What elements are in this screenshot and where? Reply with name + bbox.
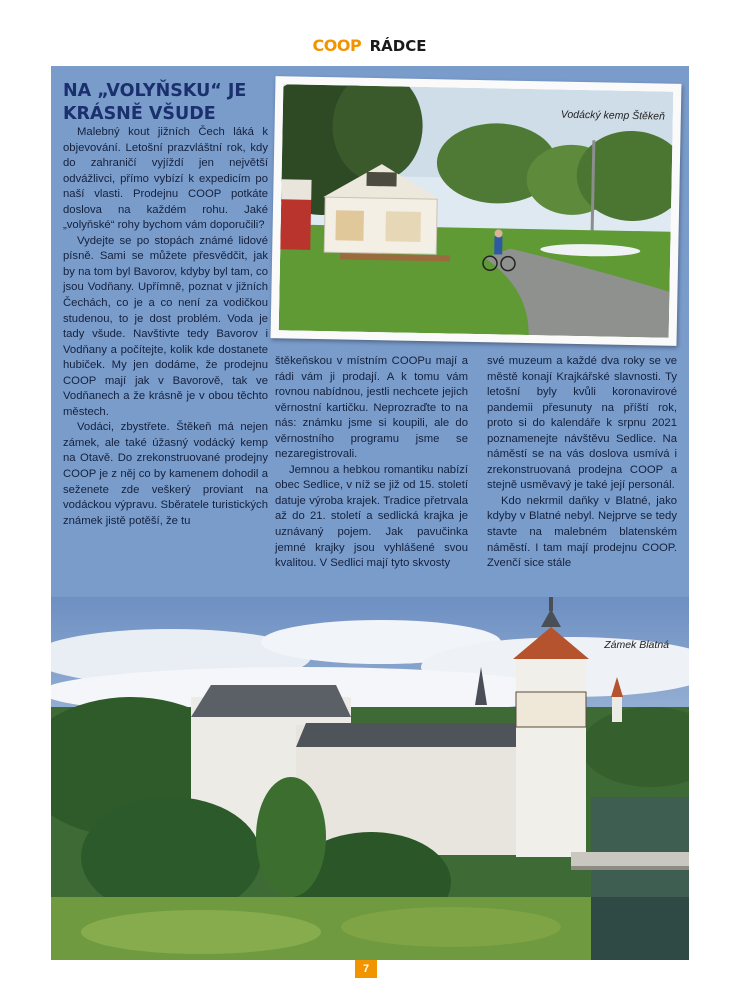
section-title: RÁDCE bbox=[369, 36, 427, 55]
camp-photo bbox=[279, 84, 674, 337]
paragraph: své muzeum a každé dva roky se ve městě konají Krajkářské slavnosti. Ty letošní byly kvůli koronavirové pandemii přesunuty na příští rok, proto si do kalendáře k srpnu 2021 poznamenejte návštěvu Sedlice. Na náměstí se na vás doslova usmívá i zrekonstruovaná prodejna COOP a stejně usměvavý je také její personál. bbox=[487, 355, 677, 492]
castle-photo bbox=[51, 597, 689, 960]
paragraph: Jemnou a hebkou romantiku nabízí obec Sedlice, v níž se již od 15. století datuje výroba krajek. Tradice přetrvala až do 21. století a sedlická krajka je uznávaný pojem. Jak pavučinka jemné krajky jsou vyhlášené svou kvalitou. V Sedlici mají tyto skvosty bbox=[275, 463, 468, 570]
camp-photo-illustration bbox=[279, 84, 674, 337]
castle-photo-illustration bbox=[51, 597, 689, 960]
article-title: NA „VOLYŇSKU“ JE KRÁSNĚ VŠUDE bbox=[63, 81, 247, 124]
page-header bbox=[0, 36, 739, 55]
paragraph: štěkeňskou v místním COOPu mají a rádi vám ji prodají. A k tomu vám rovnou nabídnou, jestli nechcete jejich věrnostní kartičku. Neprozraďte to na nás: známku jsme si koupili, ale do věrnostního programu jsme se nezaregistrovali. bbox=[275, 355, 468, 461]
camp-photo-caption: Vodácký kemp Štěkeň bbox=[560, 108, 665, 123]
paragraph: Vydejte se po stopách známé lidové písně. Sami se můžete přesvědčit, jak by na tom byl Bavorov, kdyby byl tam, co jsou Vodňany. Upřímně, poznat v jižních Čechách, co je a co není za vodičkou studenou, to je dost problém. Voda je tady všude. Navštivte tedy Bavorov i Vodňany a počítejte, kolik kde dostanete hubiček. My jen dodáme, že prodejnu COOP mají jak v Bavorově, tak ve Vodňanech a že krásně je v obou těchto městech. bbox=[63, 234, 268, 418]
castle-photo-caption: Zámek Blatná bbox=[604, 639, 669, 651]
paragraph: Malebný kout jižních Čech láká k objevování. Letošní prazvláštní rok, kdy do zahraničí vyjíždí jen největší odvážlivci, přímo vybízí k expedicím po naší vlasti. Prodejnu COOP potkáte doslova na každém rohu. Jaké „volyňské“ rohy bychom vám doporučili? bbox=[63, 126, 268, 232]
coop-logo: COOP bbox=[312, 36, 362, 55]
paragraph: Kdo nekrmil daňky v Blatné, jako kdyby v Blatné nebyl. Nejprve se tedy stavte na malebném blatenském náměstí. I tam mají prodejnu COOP. Zvenčí sice stále bbox=[487, 494, 677, 570]
paragraph: Vodáci, zbystřete. Štěkeň má nejen zámek, ale také úžasný vodácký kemp na Otavě. Do zrekonstruované prodejny COOP je z něj co by kamenem dohodil a seženete zde veškerý proviant na vodáckou výpravu. Sběratele turistických známek jistě potěší, že tu bbox=[63, 421, 268, 527]
article-column-2 bbox=[275, 354, 468, 572]
camp-photo-frame bbox=[271, 76, 682, 346]
article-column-3 bbox=[487, 354, 677, 572]
page-number: 7 bbox=[355, 960, 377, 978]
article-column-1 bbox=[63, 125, 268, 529]
